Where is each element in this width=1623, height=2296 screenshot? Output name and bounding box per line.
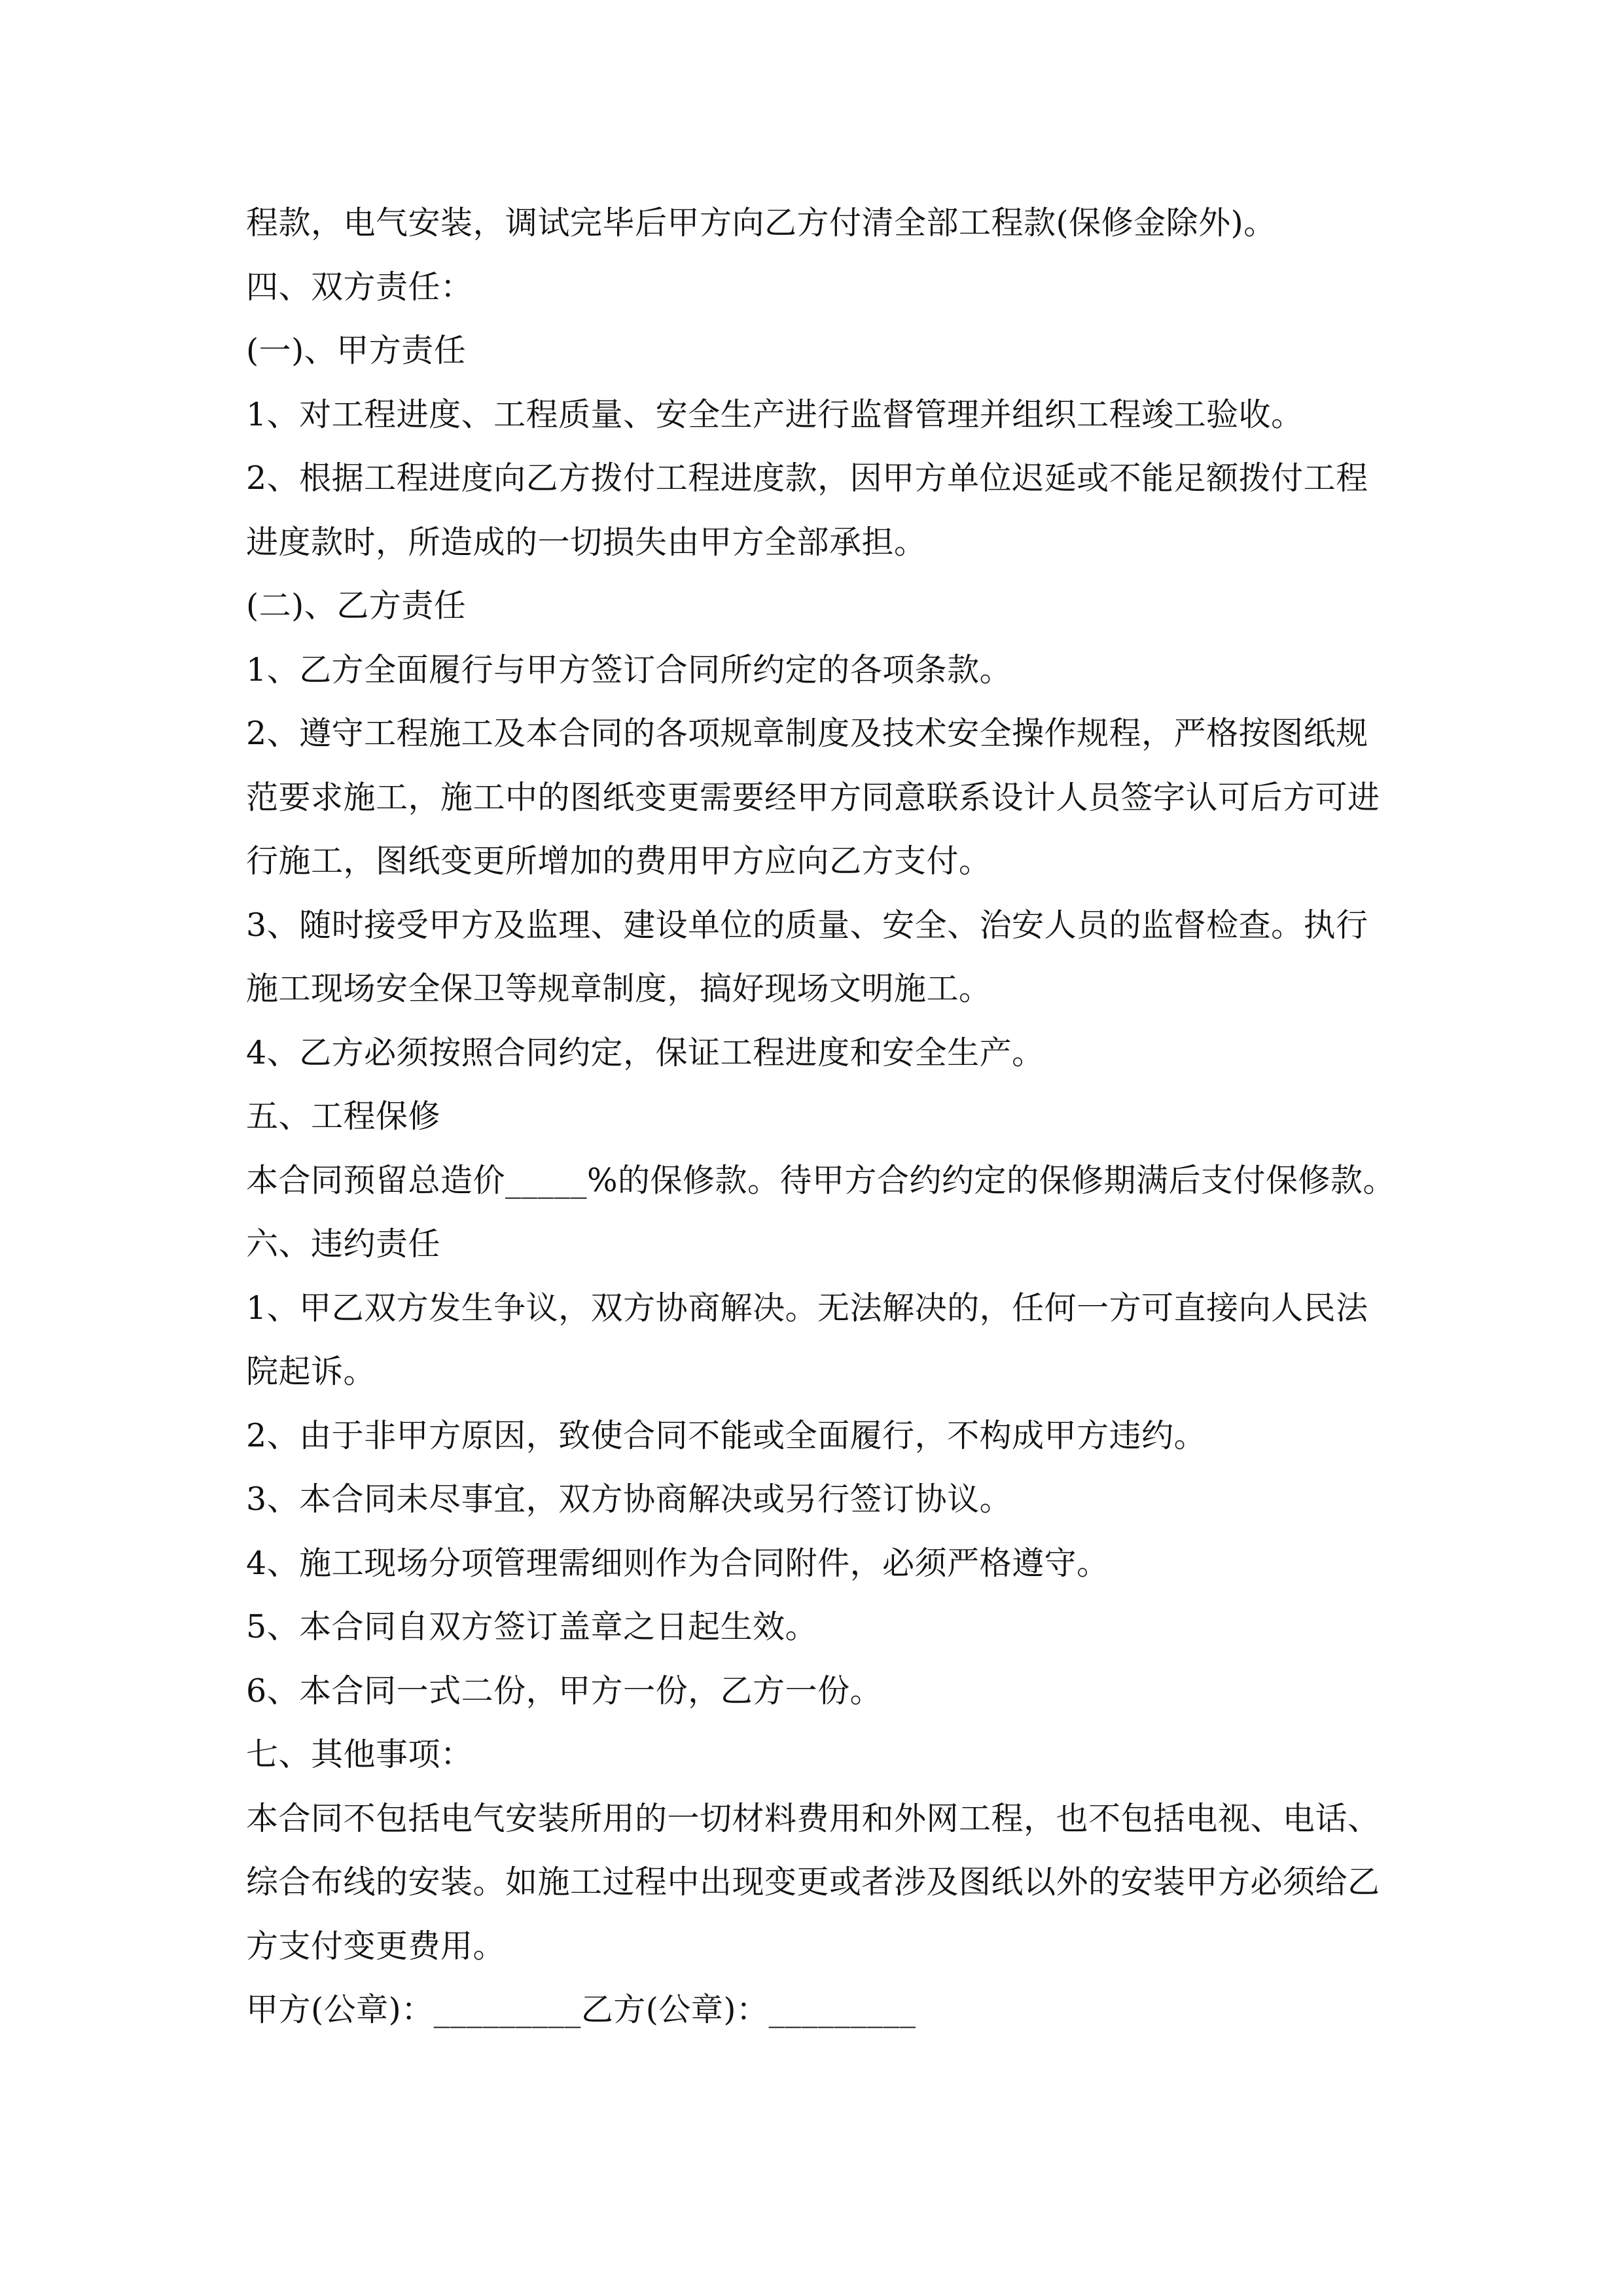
section-heading: 七、其他事项： — [246, 1736, 473, 1773]
text-line: 1、对工程进度、工程质量、安全生产进行监督管理并组织工程竣工验收。 — [246, 395, 1304, 433]
text-line: 院起诉。 — [246, 1353, 376, 1390]
text-line: 本合同不包括电气安装所用的一切材料费用和外网工程，也不包括电视、电话、 — [246, 1799, 1380, 1837]
section-heading: 五、工程保修 — [246, 1098, 441, 1135]
text-line: 1、甲乙双方发生争议，双方协商解决。无法解决的，任何一方可直接向人民法 — [246, 1289, 1368, 1327]
contract-text — [246, 191, 1411, 2042]
text-line: 行施工，图纸变更所增加的费用甲方应向乙方支付。 — [246, 842, 991, 880]
text-line: 程款，电气安装，调试完毕后甲方向乙方付清全部工程款(保修金除外)。 — [246, 204, 1276, 242]
text-line: 6、本合同一式二份，甲方一份，乙方一份。 — [246, 1672, 883, 1710]
text-line: 1、乙方全面履行与甲方签订合同所约定的各项条款。 — [246, 651, 1012, 689]
text-line: 4、乙方必须按照合同约定，保证工程进度和安全生产。 — [246, 1033, 1044, 1071]
text-line: 4、施工现场分项管理需细则作为合同附件，必须严格遵守。 — [246, 1544, 1109, 1582]
text-line: 本合同预留总造价_____%的保修款。待甲方合约约定的保修期满后支付保修款。 — [246, 1161, 1396, 1199]
section-heading: 四、双方责任： — [246, 268, 473, 306]
text-line: 2、遵守工程施工及本合同的各项规章制度及技术安全操作规程，严格按图纸规 — [246, 715, 1368, 752]
text-line: 2、由于非甲方原因，致使合同不能或全面履行，不构成甲方违约。 — [246, 1416, 1207, 1454]
section-heading: 六、违约责任 — [246, 1225, 441, 1263]
text-line: 方支付变更费用。 — [246, 1927, 506, 1965]
text-line: 综合布线的安装。如施工过程中出现变更或者涉及图纸以外的安装甲方必须给乙 — [246, 1863, 1380, 1901]
text-line: 施工现场安全保卫等规章制度，搞好现场文明施工。 — [246, 970, 991, 1007]
text-line: 进度款时，所造成的一切损失由甲方全部承担。 — [246, 523, 927, 561]
text-line: 3、随时接受甲方及监理、建设单位的质量、安全、治安人员的监督检查。执行 — [246, 906, 1368, 944]
subsection-heading: (一)、甲方责任 — [246, 332, 467, 369]
text-line: 5、本合同自双方签订盖章之日起生效。 — [246, 1608, 818, 1645]
signature-line: 甲方(公章)：_________乙方(公章)：_________ — [246, 1991, 916, 2028]
text-line: 范要求施工，施工中的图纸变更需要经甲方同意联系设计人员签字认可后方可进 — [246, 778, 1380, 816]
text-line: 3、本合同未尽事宜，双方协商解决或另行签订协议。 — [246, 1480, 1012, 1518]
text-line: 2、根据工程进度向乙方拨付工程进度款，因甲方单位迟延或不能足额拨付工程 — [246, 459, 1368, 497]
subsection-heading: (二)、乙方责任 — [246, 587, 467, 624]
